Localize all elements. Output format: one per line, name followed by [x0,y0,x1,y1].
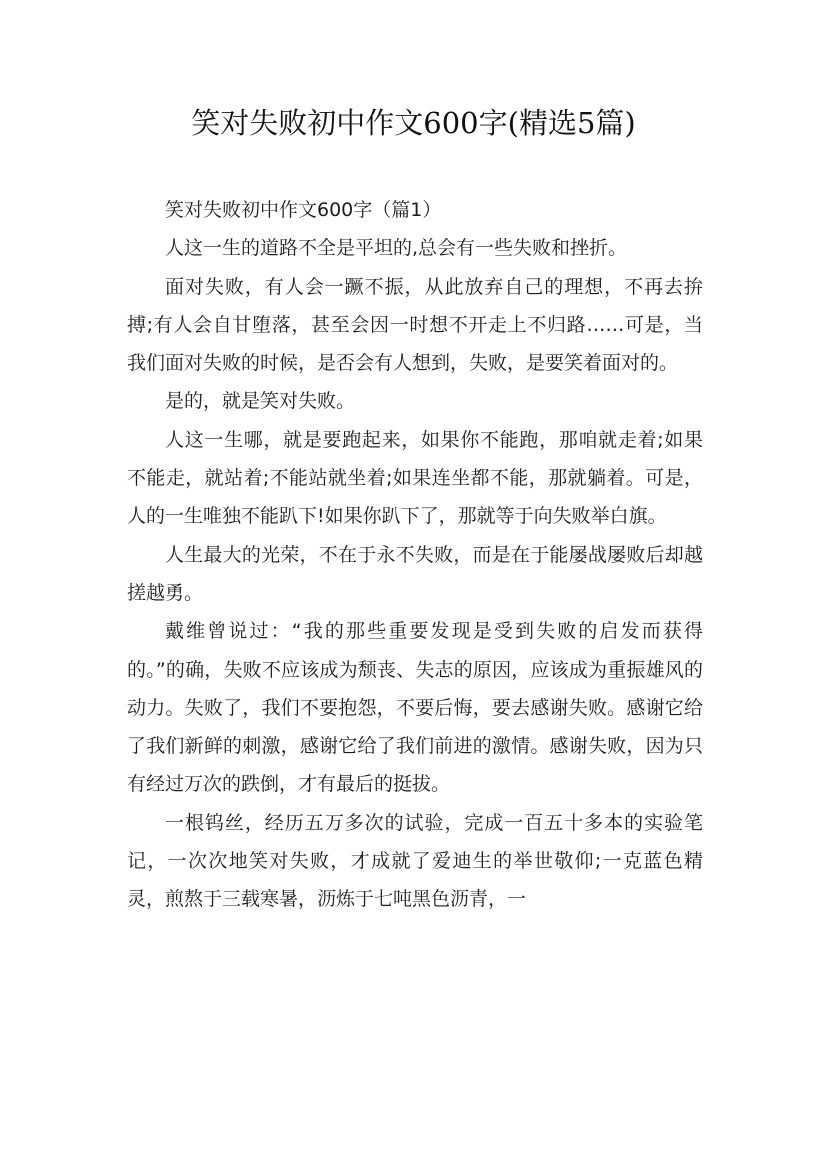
paragraph: 面对失败，有人会一蹶不振，从此放弃自己的理想，不再去拚搏;有人会自甘堕落，甚至会因一时想不开走上不归路……可是，当我们面对失败的时候，是否会有人想到，失败，是要笑着面对的。 [127,275,703,375]
paragraph: 人生最大的光荣，不在于永不失败，而是在于能屡战屡败后却越搓越勇。 [127,543,703,604]
paragraph: 一根钨丝，经历五万多次的试验，完成一百五十多本的实验笔记，一次次地笑对失败，才成就了爱迪生的举世敬仰;一克蓝色精灵，煎熬于三载寒暑，沥炼于七吨黑色沥青，一 [127,811,703,911]
section-heading: 笑对失败初中作文600字（篇1） [165,199,442,221]
document-title: 笑对失败初中作文600字(精选5篇) [191,106,636,140]
paragraph: 戴维曾说过：“我的那些重要发现是受到失败的启发而获得的。”的确，失败不应该成为颓丧、失志的原因，应该成为重振雄风的动力。失败了，我们不要抱怨，不要后悔，要去感谢失败。感谢它给了我们新鲜的刺激，感谢它给了我们前进的激情。感谢失败，因为只有经过万次的跌倒，才有最后的挺拔。 [127,620,703,796]
document-body [127,191,703,919]
paragraph: 是的，就是笑对失败。 [165,390,356,413]
paragraph: 人这一生哪，就是要跑起来，如果你不能跑，那咱就走着;如果不能走，就站着;不能站就坐着;如果连坐都不能，那就躺着。可是，人的一生唯独不能趴下!如果你趴下了，那就等于向失败举白旗。 [127,428,703,528]
paragraph: 人这一生的道路不全是平坦的,总会有一些失败和挫折。 [165,237,628,260]
